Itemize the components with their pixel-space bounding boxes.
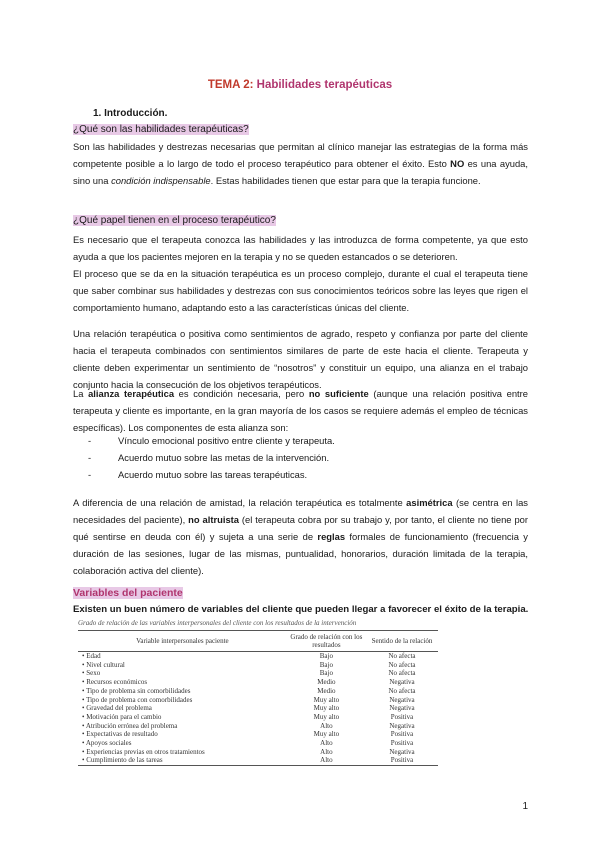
table-cell: No afecta — [388, 669, 416, 678]
table-cell: Muy alto — [313, 704, 340, 713]
p6-text-b: (se centra en las necesidades del paciente), — [73, 497, 528, 525]
table-cell: Negativa — [389, 678, 415, 687]
table-row — [78, 748, 438, 757]
paragraph-1 — [73, 138, 528, 189]
table-cell: Alto — [320, 739, 333, 748]
table-cell: Bajo — [319, 660, 333, 669]
question-text-2: ¿Qué papel tienen en el proceso terapéutico? — [73, 215, 276, 226]
table-row — [78, 669, 438, 678]
question-text-1: ¿Qué son las habilidades terapéuticas? — [73, 124, 249, 135]
table-cell: Alto — [320, 747, 333, 756]
table-cell: Positiva — [390, 730, 414, 739]
table-cell: • Cumplimiento de las tareas — [78, 756, 287, 765]
table-cell: Muy alto — [313, 695, 340, 704]
table-cell: • Atribución errónea del problema — [82, 721, 178, 730]
p1-text-c: . Estas habilidades tienen que estar para que la terapia funcione. — [210, 175, 481, 186]
table-cell: • Tipo de problema con comorbilidades — [82, 695, 193, 704]
page-title — [0, 79, 600, 91]
table-cell: Alto — [287, 756, 366, 765]
p5-text-c: (aunque una relación positiva entre terapeuta y cliente es importante, en la gran mayoría de los casos se requiere además el empleo de técnicas específicas). Los componentes de esta alianza son: — [73, 388, 528, 433]
p6-bold-2: no altruista — [188, 514, 239, 525]
table-cell: No afecta — [388, 652, 416, 660]
table-cell: Muy alto — [313, 730, 340, 739]
variables-intro: Existen un buen número de variables del cliente que pueden llegar a favorecer el éxito de la terapia. — [73, 604, 529, 615]
table-cell: No afecta — [388, 686, 416, 695]
column-header-grado: Grado de relación con los resultados — [287, 631, 366, 652]
variables-heading-text: Variables del paciente — [73, 587, 183, 599]
p5-bold-2: no suficiente — [308, 388, 369, 399]
list-item: - Acuerdo mutuo sobre las tareas terapéuticas. — [88, 469, 308, 480]
table-cell: • Motivación para el cambio — [82, 712, 162, 721]
table-row — [78, 713, 438, 722]
list-item: - Acuerdo mutuo sobre las metas de la intervención. — [88, 452, 330, 463]
table-cell: • Apoyos sociales — [82, 739, 132, 748]
title-prefix: TEMA 2: — [207, 79, 257, 91]
table-cell: • Nivel cultural — [82, 660, 125, 669]
table-header-row — [78, 631, 438, 652]
question-heading-2 — [73, 215, 276, 226]
page-number: 1 — [522, 801, 528, 812]
table-cell: Positiva — [390, 739, 414, 748]
table-cell: • Sexo — [82, 669, 101, 678]
p6-bold-1: asimétrica — [406, 497, 453, 508]
table-row — [78, 687, 438, 696]
p6-bold-3: reglas — [317, 531, 346, 542]
p1-bold-no: NO — [450, 158, 465, 169]
table-cell: Negativa — [389, 704, 415, 713]
paragraph-2: Es necesario que el terapeuta conozca las habilidades y las introduzca de forma competente, ya que esto ayuda a que los pacientes mejoren en la terapia y no se queden estancados o se deterioren. — [73, 234, 528, 262]
table-row — [78, 661, 438, 670]
variables-table — [78, 630, 438, 766]
bullet-list — [88, 432, 335, 483]
table-row — [78, 730, 438, 739]
table-cell: • Gravedad del problema — [82, 704, 152, 713]
title-text: Habilidades terapéuticas — [256, 79, 393, 91]
table-row — [78, 739, 438, 748]
variables-heading — [73, 587, 183, 599]
table-row — [78, 652, 438, 661]
table-row — [78, 704, 438, 713]
table-cell: Negativa — [389, 695, 415, 704]
table-cell: Bajo — [319, 669, 333, 678]
p1-text-b: es una ayuda, sino una — [73, 158, 529, 186]
p5-text-a: La — [73, 388, 89, 399]
table-cell: Positiva — [390, 712, 414, 721]
p6-text-c: (el terapeuta cobra por su trabajo y, por tanto, el cliente no tiene por qué sentirse en deuda con él) y sujeta a una serie de — [73, 514, 529, 542]
paragraph-4: Una relación terapéutica o positiva como sentimientos de agrado, respeto y confianza por parte del cliente hacia el terapeuta combinados con sentimientos similares de parte de este hacia el cliente. Terapeuta y cliente deben experimentar un sentimiento de “nosotros” y constituir un equipo, una alianza en el trabajo conjunto hacia la consecución de los objetivos terapéuticos. — [73, 328, 528, 390]
table-cell: Medio — [317, 678, 336, 687]
column-header-sentido: Sentido de la relación — [366, 631, 438, 652]
table-cell: Bajo — [319, 652, 333, 660]
p5-text-b: es condición necesaria, pero — [174, 388, 309, 399]
p6-text-d: formales de funcionamiento (frecuencia y duración de las sesiones, lugar de las mismas, puntualidad, honorarios, duración limitada de la terapia, colaboración activa del cliente). — [73, 531, 528, 576]
table-cell: Negativa — [389, 747, 415, 756]
table-row — [78, 678, 438, 687]
table-cell: Medio — [317, 686, 336, 695]
table-cell: Positiva — [366, 756, 438, 765]
section-heading: 1. Introducción. — [93, 108, 168, 119]
table-cell: Muy alto — [313, 712, 340, 721]
table-cell: Alto — [320, 721, 333, 730]
paragraph-5 — [73, 385, 528, 436]
paragraph-3: El proceso que se da en la situación terapéutica es un proceso complejo, durante el cual el terapeuta tiene que saber combinar sus habilidades y destrezas con sus conocimientos teóricos sobre las leyes que rigen el comportamiento humano, adaptando esto a las características únicas del cliente. — [73, 268, 528, 313]
table-row — [78, 696, 438, 705]
paragraph-6 — [73, 494, 528, 579]
table-caption: Grado de relación de las variables interpersonales del cliente con los resultados de la intervención — [78, 619, 357, 627]
p1-italic: condición indispensable — [111, 175, 211, 186]
table-row — [78, 756, 438, 765]
table-cell: • Expectativas de resultado — [82, 730, 158, 739]
p1-text-a: Son las habilidades y destrezas necesarias que permitan al clínico manejar las estrategias de la forma más competente posible a lo largo de todo el proceso terapéutico para obtener el éxito. Esto — [73, 141, 528, 169]
table-cell: • Tipo de problema sin comorbilidades — [82, 686, 191, 695]
table-cell: No afecta — [388, 660, 416, 669]
table-row — [78, 722, 438, 731]
question-heading-1 — [73, 124, 249, 135]
table-cell: • Experiencias previas en otros tratamientos — [82, 747, 205, 756]
table-cell: Negativa — [389, 721, 415, 730]
p6-text-a: A diferencia de una relación de amistad, la relación terapéutica es totalmente — [73, 497, 407, 508]
p5-bold-1: alianza terapéutica — [88, 388, 175, 399]
table-cell: • Edad — [82, 652, 101, 660]
list-item: - Vínculo emocional positivo entre cliente y terapeuta. — [88, 435, 335, 446]
column-header-variable: Variable interpersonales paciente — [78, 631, 287, 652]
table-cell: • Recursos económicos — [82, 678, 148, 687]
